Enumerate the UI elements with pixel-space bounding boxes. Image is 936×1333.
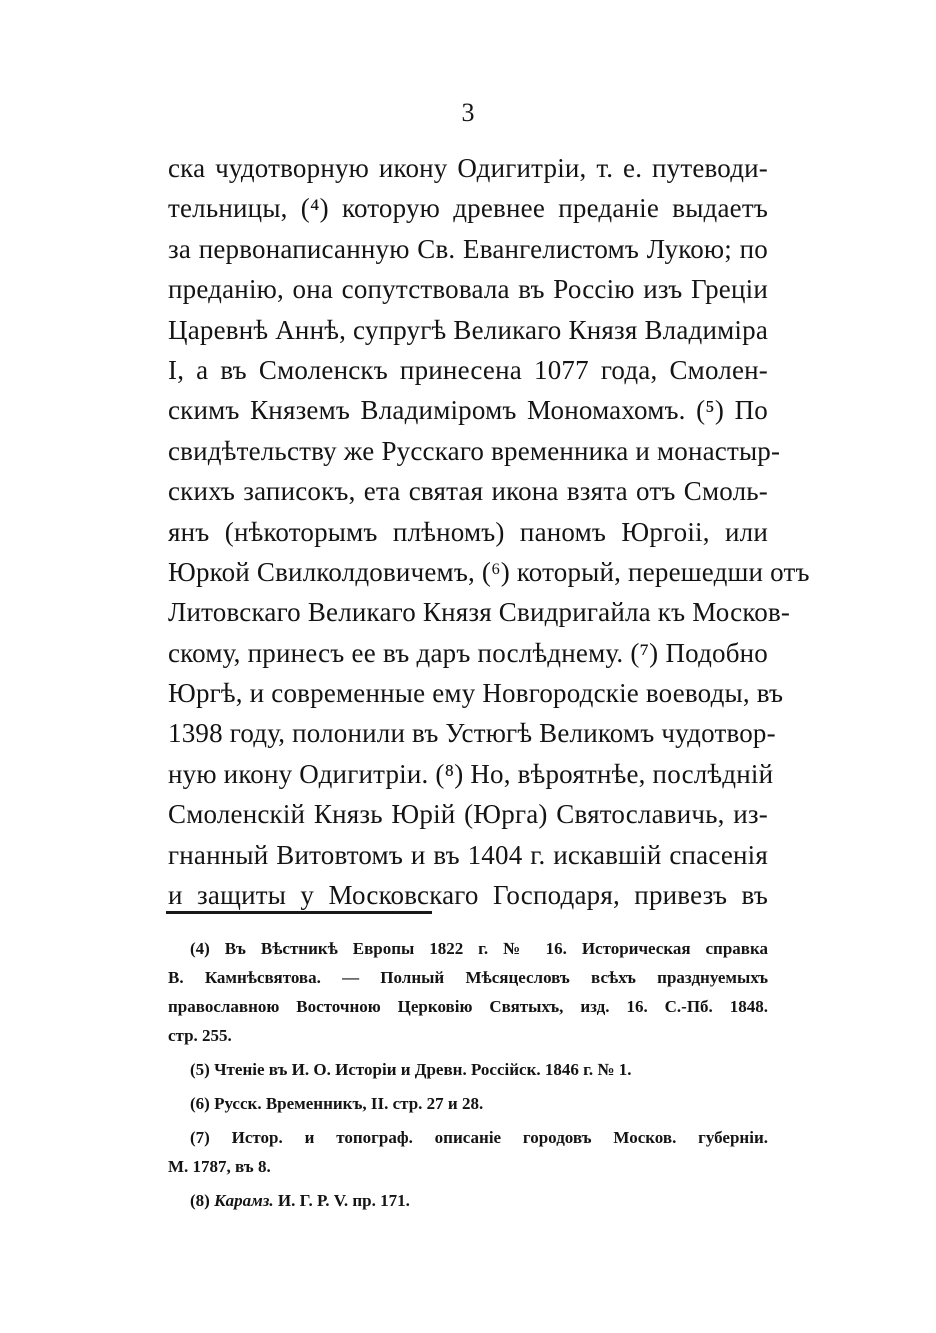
text-line: Царевнѣ Аннѣ, супругѣ Великаго Князя Владиміра — [168, 314, 768, 345]
text-line: Литовскаго Великаго Князя Свидригайла къ Москов- — [168, 597, 791, 628]
footnote-line: М. 1787, въ 8. — [168, 1157, 271, 1176]
page-number: 3 — [461, 98, 475, 127]
footnote-line: православною Восточною Церковію Святыхъ, изд. 16. С.-Пб. 1848. — [168, 997, 768, 1016]
text-line: гнанный Витовтомъ и въ 1404 г. искавшій спасенія — [168, 839, 768, 870]
main-text — [168, 148, 810, 915]
text-line: Юркой Свилколдовичемъ, (⁶) который, перешедши отъ — [168, 556, 810, 587]
text-line: скому, принесъ ее въ даръ послѣднему. (⁷) Подобно — [168, 637, 768, 668]
footnote-line: (4) Въ Вѣстникѣ Европы 1822 г. № 16. Историческая справка — [190, 939, 768, 958]
footnote-6: (6) Русск. Временникъ, II. стр. 27 и 28. — [190, 1094, 484, 1113]
text-line: преданію, она сопутствовала въ Россію изъ Греціи — [168, 274, 768, 305]
text-line: за первонаписанную Св. Евангелистомъ Лукою; по — [168, 233, 768, 264]
footnote-8 — [168, 1186, 768, 1215]
footnote-8-reference: И. Г. Р. V. пр. 171. — [273, 1191, 410, 1210]
text-line: тельницы, (⁴) которую древнее преданіе выдаетъ — [168, 193, 768, 224]
footnotes — [168, 934, 768, 1215]
footnote-line: (7) Истор. и топограф. описаніе городовъ Москов. губерніи. — [190, 1128, 768, 1147]
footnote-5: (5) Чтеніе въ И. О. Исторіи и Древн. Россійск. 1846 г. № 1. — [190, 1060, 632, 1079]
footnote-divider — [166, 911, 432, 914]
footnote-line: стр. 255. — [168, 1026, 232, 1045]
text-line: Юргѣ, и современные ему Новгородскіе воеводы, въ — [168, 678, 784, 709]
text-line: ную икону Одигитріи. (⁸) Но, вѣроятнѣе, послѣдній — [168, 758, 774, 789]
text-line: и защиты у Московскаго Господаря, привезъ въ — [168, 880, 768, 911]
footnote-8-number: (8) — [190, 1191, 215, 1210]
text-line: свидѣтельству же Русскаго временника и монастыр- — [168, 435, 781, 466]
text-line: скихъ записокъ, ета святая икона взята отъ Смоль- — [168, 476, 768, 507]
text-line: ска чудотворную икону Одигитріи, т. е. путеводи- — [168, 153, 768, 183]
text-line: Смоленскій Князь Юрій (Юрга) Святославичь, из- — [168, 799, 768, 830]
text-line: I, а въ Смоленскъ принесена 1077 года, Смолен- — [168, 354, 768, 385]
footnote-8-author: Карамз. — [214, 1191, 274, 1210]
text-line: скимъ Княземъ Владиміромъ Мономахомъ. (⁵) По — [168, 395, 768, 426]
footnote-7 — [168, 1123, 768, 1181]
footnote-4 — [168, 934, 768, 1050]
text-line: янъ (нѣкоторымъ плѣномъ) паномъ Юргоіі, или — [168, 516, 768, 547]
footnote-line: В. Камнѣсвятова. — Полный Мѣсяцесловъ всѣхъ празднуемыхъ — [168, 968, 768, 987]
text-line: 1398 году, полонили въ Устюгѣ Великомъ чудотвор- — [168, 718, 776, 749]
